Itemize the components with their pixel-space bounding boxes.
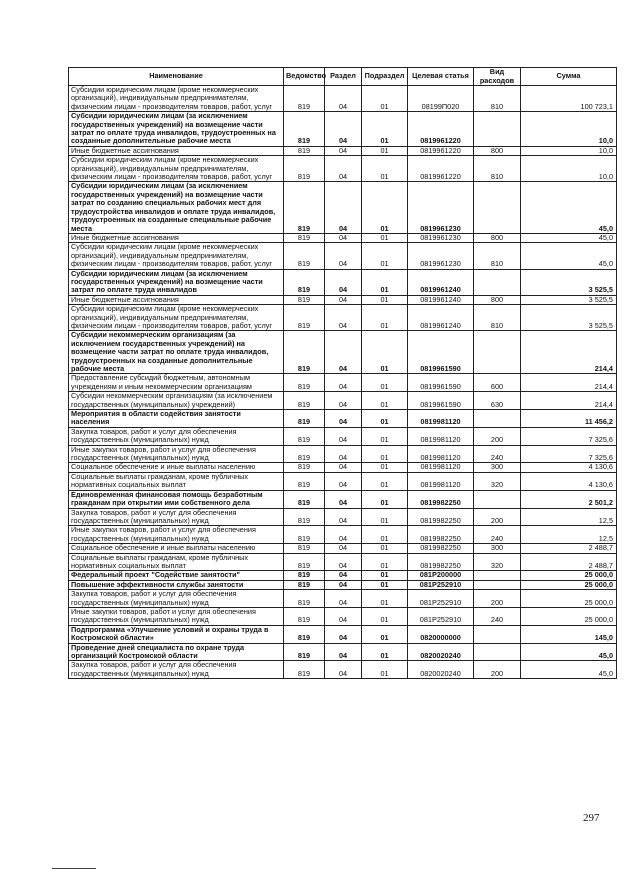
cell-razdel: 04 — [325, 508, 362, 526]
cell-vedomstvo: 819 — [284, 410, 325, 428]
header-name: Наименование — [69, 68, 284, 86]
cell-name: Проведение дней специалиста по охране труда организаций Костромской области — [69, 643, 284, 661]
cell-celevaya-statya: 0819961590 — [408, 374, 474, 392]
cell-name: Иные закупки товаров, работ и услуг для обеспечения государственных (муниципальных) нужд — [69, 607, 284, 625]
cell-vedomstvo: 819 — [284, 526, 325, 544]
cell-razdel: 04 — [325, 463, 362, 472]
table-row — [69, 374, 617, 392]
cell-vid-raskhodov — [474, 490, 521, 508]
cell-name: Субсидии юридическим лицам (кроме некоммерческих организаций), индивидуальным предпринимателям, физическим лицам - производителям товаров, работ, услуг — [69, 156, 284, 182]
cell-razdel: 04 — [325, 374, 362, 392]
cell-vid-raskhodov: 240 — [474, 526, 521, 544]
cell-name: Иные закупки товаров, работ и услуг для обеспечения государственных (муниципальных) нужд — [69, 526, 284, 544]
cell-vedomstvo: 819 — [284, 445, 325, 463]
cell-name: Субсидии юридическим лицам (за исключением государственных учреждений) на возмещение части затрат по оплате труда инвалидов, трудоустроенных на созданные дополнительные рабочие места — [69, 112, 284, 147]
cell-vedomstvo: 819 — [284, 590, 325, 608]
cell-name: Социальное обеспечение и иные выплаты населению — [69, 544, 284, 553]
cell-vid-raskhodov — [474, 182, 521, 233]
cell-name: Иные бюджетные ассигнования — [69, 146, 284, 155]
cell-celevaya-statya: 081P252910 — [408, 607, 474, 625]
cell-podrazdel: 01 — [362, 553, 408, 571]
cell-podrazdel: 01 — [362, 410, 408, 428]
cell-summa: 3 525,5 — [521, 295, 617, 304]
cell-razdel: 04 — [325, 571, 362, 580]
cell-podrazdel: 01 — [362, 526, 408, 544]
cell-summa: 45,0 — [521, 182, 617, 233]
cell-celevaya-statya: 0819982250 — [408, 508, 474, 526]
cell-podrazdel: 01 — [362, 607, 408, 625]
table-row — [69, 410, 617, 428]
cell-vid-raskhodov: 810 — [474, 86, 521, 112]
cell-razdel: 04 — [325, 269, 362, 295]
cell-podrazdel: 01 — [362, 305, 408, 331]
cell-podrazdel: 01 — [362, 571, 408, 580]
cell-name: Субсидии некоммерческим организациям (за исключением государственных (муниципальных) учреждений) — [69, 392, 284, 410]
cell-podrazdel: 01 — [362, 295, 408, 304]
cell-celevaya-statya: 0819961590 — [408, 331, 474, 374]
table-row — [69, 182, 617, 233]
cell-razdel: 04 — [325, 410, 362, 428]
cell-celevaya-statya: 0819981120 — [408, 427, 474, 445]
cell-celevaya-statya: 0819982250 — [408, 526, 474, 544]
cell-celevaya-statya: 0819982250 — [408, 490, 474, 508]
cell-podrazdel: 01 — [362, 374, 408, 392]
cell-celevaya-statya: 08199П020 — [408, 86, 474, 112]
cell-vedomstvo: 819 — [284, 146, 325, 155]
cell-name: Иные бюджетные ассигнования — [69, 295, 284, 304]
cell-vid-raskhodov: 240 — [474, 445, 521, 463]
cell-vid-raskhodov — [474, 331, 521, 374]
cell-vid-raskhodov: 800 — [474, 233, 521, 242]
cell-podrazdel: 01 — [362, 156, 408, 182]
cell-celevaya-statya: 0819961240 — [408, 269, 474, 295]
cell-celevaya-statya: 0819981120 — [408, 472, 474, 490]
cell-summa: 214,4 — [521, 392, 617, 410]
cell-vedomstvo: 819 — [284, 112, 325, 147]
table-row — [69, 553, 617, 571]
budget-table — [68, 67, 617, 679]
cell-celevaya-statya: 0820000000 — [408, 625, 474, 643]
cell-summa: 10,0 — [521, 156, 617, 182]
cell-podrazdel: 01 — [362, 508, 408, 526]
cell-vid-raskhodov — [474, 580, 521, 589]
cell-celevaya-statya: 081P252910 — [408, 590, 474, 608]
cell-podrazdel: 01 — [362, 112, 408, 147]
cell-vid-raskhodov: 200 — [474, 661, 521, 679]
cell-podrazdel: 01 — [362, 233, 408, 242]
cell-summa: 10,0 — [521, 112, 617, 147]
cell-name: Субсидии юридическим лицам (за исключением государственных учреждений) на возмещение части затрат по оплате труда инвалидов — [69, 269, 284, 295]
cell-podrazdel: 01 — [362, 269, 408, 295]
cell-celevaya-statya: 0819961230 — [408, 233, 474, 242]
cell-vid-raskhodov: 240 — [474, 607, 521, 625]
cell-name: Закупка товаров, работ и услуг для обеспечения государственных (муниципальных) нужд — [69, 661, 284, 679]
cell-summa: 11 456,2 — [521, 410, 617, 428]
cell-razdel: 04 — [325, 331, 362, 374]
header-podrazdel: Подраздел — [362, 68, 408, 86]
cell-vid-raskhodov: 810 — [474, 305, 521, 331]
cell-vid-raskhodov — [474, 625, 521, 643]
footnote-divider — [52, 868, 96, 869]
cell-summa: 12,5 — [521, 508, 617, 526]
cell-podrazdel: 01 — [362, 463, 408, 472]
cell-vedomstvo: 819 — [284, 472, 325, 490]
cell-celevaya-statya: 0820020240 — [408, 661, 474, 679]
cell-name: Предоставление субсидий бюджетным, автономным учреждениям и иным некоммерческим организациям — [69, 374, 284, 392]
table-row — [69, 661, 617, 679]
cell-name: Субсидии юридическим лицам (кроме некоммерческих организаций), индивидуальным предпринимателям, физическим лицам - производителям товаров, работ, услуг — [69, 305, 284, 331]
header-razdel: Раздел — [325, 68, 362, 86]
cell-podrazdel: 01 — [362, 590, 408, 608]
cell-name: Подпрограмма «Улучшение условий и охраны труда в Костромской области» — [69, 625, 284, 643]
cell-vid-raskhodov: 800 — [474, 146, 521, 155]
cell-vedomstvo: 819 — [284, 661, 325, 679]
table-row — [69, 544, 617, 553]
cell-summa: 2 488,7 — [521, 544, 617, 553]
cell-vid-raskhodov — [474, 112, 521, 147]
cell-vedomstvo: 819 — [284, 392, 325, 410]
cell-celevaya-statya: 0819982250 — [408, 553, 474, 571]
cell-podrazdel: 01 — [362, 331, 408, 374]
cell-summa: 12,5 — [521, 526, 617, 544]
cell-celevaya-statya: 0819961230 — [408, 243, 474, 269]
cell-vedomstvo: 819 — [284, 463, 325, 472]
cell-vedomstvo: 819 — [284, 305, 325, 331]
cell-vedomstvo: 819 — [284, 243, 325, 269]
budget-table-sheet — [68, 67, 616, 679]
cell-vedomstvo: 819 — [284, 643, 325, 661]
cell-razdel: 04 — [325, 590, 362, 608]
cell-razdel: 04 — [325, 392, 362, 410]
table-row — [69, 331, 617, 374]
cell-summa: 7 325,6 — [521, 427, 617, 445]
cell-razdel: 04 — [325, 661, 362, 679]
cell-vedomstvo: 819 — [284, 427, 325, 445]
table-row — [69, 590, 617, 608]
cell-razdel: 04 — [325, 295, 362, 304]
cell-podrazdel: 01 — [362, 544, 408, 553]
cell-celevaya-statya: 0819961230 — [408, 182, 474, 233]
table-row — [69, 86, 617, 112]
cell-vid-raskhodov: 300 — [474, 463, 521, 472]
cell-podrazdel: 01 — [362, 625, 408, 643]
header-vedomstvo: Ведомство — [284, 68, 325, 86]
cell-razdel: 04 — [325, 156, 362, 182]
cell-name: Повышение эффективности службы занятости — [69, 580, 284, 589]
cell-vedomstvo: 819 — [284, 571, 325, 580]
cell-summa: 4 130,6 — [521, 472, 617, 490]
table-row — [69, 472, 617, 490]
cell-vid-raskhodov: 810 — [474, 243, 521, 269]
table-row — [69, 607, 617, 625]
cell-podrazdel: 01 — [362, 472, 408, 490]
cell-summa: 45,0 — [521, 643, 617, 661]
cell-razdel: 04 — [325, 607, 362, 625]
cell-razdel: 04 — [325, 553, 362, 571]
table-body — [69, 86, 617, 679]
cell-razdel: 04 — [325, 243, 362, 269]
cell-razdel: 04 — [325, 472, 362, 490]
cell-razdel: 04 — [325, 233, 362, 242]
cell-vid-raskhodov: 800 — [474, 295, 521, 304]
cell-vedomstvo: 819 — [284, 625, 325, 643]
cell-vedomstvo: 819 — [284, 86, 325, 112]
cell-vedomstvo: 819 — [284, 182, 325, 233]
cell-summa: 2 501,2 — [521, 490, 617, 508]
cell-podrazdel: 01 — [362, 661, 408, 679]
cell-vid-raskhodov: 300 — [474, 544, 521, 553]
cell-vid-raskhodov: 810 — [474, 156, 521, 182]
cell-celevaya-statya: 0819961240 — [408, 295, 474, 304]
cell-name: Субсидии юридическим лицам (кроме некоммерческих организаций), индивидуальным предпринимателям, физическим лицам - производителям товаров, работ, услуг — [69, 86, 284, 112]
cell-vid-raskhodov: 600 — [474, 374, 521, 392]
cell-razdel: 04 — [325, 643, 362, 661]
cell-summa: 4 130,6 — [521, 463, 617, 472]
cell-name: Социальные выплаты гражданам, кроме публичных нормативных социальных выплат — [69, 472, 284, 490]
cell-podrazdel: 01 — [362, 427, 408, 445]
cell-celevaya-statya: 081P200000 — [408, 571, 474, 580]
cell-summa: 3 525,5 — [521, 269, 617, 295]
cell-vedomstvo: 819 — [284, 156, 325, 182]
cell-celevaya-statya: 0819961590 — [408, 392, 474, 410]
cell-summa: 45,0 — [521, 233, 617, 242]
table-row — [69, 643, 617, 661]
header-vid-raskhodov: Вид расходов — [474, 68, 521, 86]
cell-podrazdel: 01 — [362, 580, 408, 589]
cell-vid-raskhodov — [474, 571, 521, 580]
cell-summa: 100 723,1 — [521, 86, 617, 112]
cell-name: Субсидии юридическим лицам (кроме некоммерческих организаций), индивидуальным предпринимателям, физическим лицам - производителям товаров, работ, услуг — [69, 243, 284, 269]
cell-summa: 145,0 — [521, 625, 617, 643]
cell-celevaya-statya: 0820020240 — [408, 643, 474, 661]
cell-razdel: 04 — [325, 112, 362, 147]
cell-celevaya-statya: 0819961240 — [408, 305, 474, 331]
cell-celevaya-statya: 0819981120 — [408, 463, 474, 472]
cell-vedomstvo: 819 — [284, 374, 325, 392]
cell-podrazdel: 01 — [362, 86, 408, 112]
cell-summa: 25 000,0 — [521, 607, 617, 625]
cell-vid-raskhodov: 320 — [474, 472, 521, 490]
cell-razdel: 04 — [325, 427, 362, 445]
cell-vedomstvo: 819 — [284, 233, 325, 242]
cell-vid-raskhodov: 630 — [474, 392, 521, 410]
cell-celevaya-statya: 081P252910 — [408, 580, 474, 589]
cell-celevaya-statya: 0819981120 — [408, 410, 474, 428]
cell-vid-raskhodov: 200 — [474, 427, 521, 445]
cell-podrazdel: 01 — [362, 146, 408, 155]
cell-summa: 7 325,6 — [521, 445, 617, 463]
table-row — [69, 526, 617, 544]
table-header-row — [69, 68, 617, 86]
cell-name: Субсидии юридическим лицам (за исключением государственных учреждений) на возмещение части затрат по созданию специальных рабочих мест для трудоустройства инвалидов и оплате труда инвалидов, трудоустроенных на созданные специальные рабочие места — [69, 182, 284, 233]
cell-vid-raskhodov: 320 — [474, 553, 521, 571]
table-row — [69, 490, 617, 508]
cell-summa: 2 488,7 — [521, 553, 617, 571]
table-row — [69, 305, 617, 331]
cell-vedomstvo: 819 — [284, 553, 325, 571]
table-row — [69, 445, 617, 463]
cell-summa: 214,4 — [521, 331, 617, 374]
cell-name: Субсидии некоммерческим организациям (за исключением государственных учреждений) на возмещение части затрат по оплате труда инвалидов, трудоустроенных на созданные дополнительные рабочие места — [69, 331, 284, 374]
table-row — [69, 392, 617, 410]
cell-name: Закупка товаров, работ и услуг для обеспечения государственных (муниципальных) нужд — [69, 508, 284, 526]
cell-celevaya-statya: 0819982250 — [408, 544, 474, 553]
cell-podrazdel: 01 — [362, 182, 408, 233]
cell-name: Закупка товаров, работ и услуг для обеспечения государственных (муниципальных) нужд — [69, 427, 284, 445]
table-row — [69, 243, 617, 269]
table-row — [69, 625, 617, 643]
cell-vedomstvo: 819 — [284, 607, 325, 625]
cell-vedomstvo: 819 — [284, 490, 325, 508]
cell-podrazdel: 01 — [362, 243, 408, 269]
cell-podrazdel: 01 — [362, 490, 408, 508]
cell-summa: 45,0 — [521, 661, 617, 679]
cell-summa: 25 000,0 — [521, 571, 617, 580]
table-row — [69, 427, 617, 445]
cell-podrazdel: 01 — [362, 643, 408, 661]
cell-razdel: 04 — [325, 182, 362, 233]
cell-vedomstvo: 819 — [284, 508, 325, 526]
cell-razdel: 04 — [325, 305, 362, 331]
cell-vid-raskhodov — [474, 269, 521, 295]
cell-razdel: 04 — [325, 544, 362, 553]
cell-celevaya-statya: 0819961220 — [408, 146, 474, 155]
cell-summa: 25 000,0 — [521, 590, 617, 608]
header-celevaya-statya: Целевая статья — [408, 68, 474, 86]
cell-razdel: 04 — [325, 146, 362, 155]
cell-razdel: 04 — [325, 86, 362, 112]
cell-vid-raskhodov — [474, 643, 521, 661]
table-row — [69, 508, 617, 526]
cell-vedomstvo: 819 — [284, 580, 325, 589]
cell-name: Иные бюджетные ассигнования — [69, 233, 284, 242]
cell-razdel: 04 — [325, 625, 362, 643]
cell-summa: 3 525,5 — [521, 305, 617, 331]
cell-name: Иные закупки товаров, работ и услуг для обеспечения государственных (муниципальных) нужд — [69, 445, 284, 463]
page-number: 297 — [583, 812, 600, 824]
cell-name: Закупка товаров, работ и услуг для обеспечения государственных (муниципальных) нужд — [69, 590, 284, 608]
cell-summa: 214,4 — [521, 374, 617, 392]
cell-vedomstvo: 819 — [284, 295, 325, 304]
cell-summa: 10,0 — [521, 146, 617, 155]
cell-summa: 25 000,0 — [521, 580, 617, 589]
header-summa: Сумма — [521, 68, 617, 86]
cell-name: Единовременная финансовая помощь безработным гражданам при открытии ими собственного дела — [69, 490, 284, 508]
cell-razdel: 04 — [325, 580, 362, 589]
table-row — [69, 269, 617, 295]
cell-vedomstvo: 819 — [284, 331, 325, 374]
cell-name: Федеральный проект "Содействие занятости" — [69, 571, 284, 580]
table-row — [69, 156, 617, 182]
cell-vedomstvo: 819 — [284, 269, 325, 295]
cell-podrazdel: 01 — [362, 392, 408, 410]
cell-celevaya-statya: 0819981120 — [408, 445, 474, 463]
cell-razdel: 04 — [325, 490, 362, 508]
cell-vid-raskhodov: 200 — [474, 590, 521, 608]
cell-celevaya-statya: 0819961220 — [408, 112, 474, 147]
cell-vid-raskhodov — [474, 410, 521, 428]
cell-summa: 45,0 — [521, 243, 617, 269]
cell-razdel: 04 — [325, 445, 362, 463]
table-row — [69, 571, 617, 580]
cell-vid-raskhodov: 200 — [474, 508, 521, 526]
cell-vedomstvo: 819 — [284, 544, 325, 553]
cell-name: Социальное обеспечение и иные выплаты населению — [69, 463, 284, 472]
table-row — [69, 463, 617, 472]
table-row — [69, 112, 617, 147]
cell-name: Мероприятия в области содействия занятости населения — [69, 410, 284, 428]
cell-name: Социальные выплаты гражданам, кроме публичных нормативных социальных выплат — [69, 553, 284, 571]
cell-celevaya-statya: 0819961220 — [408, 156, 474, 182]
cell-podrazdel: 01 — [362, 445, 408, 463]
cell-razdel: 04 — [325, 526, 362, 544]
